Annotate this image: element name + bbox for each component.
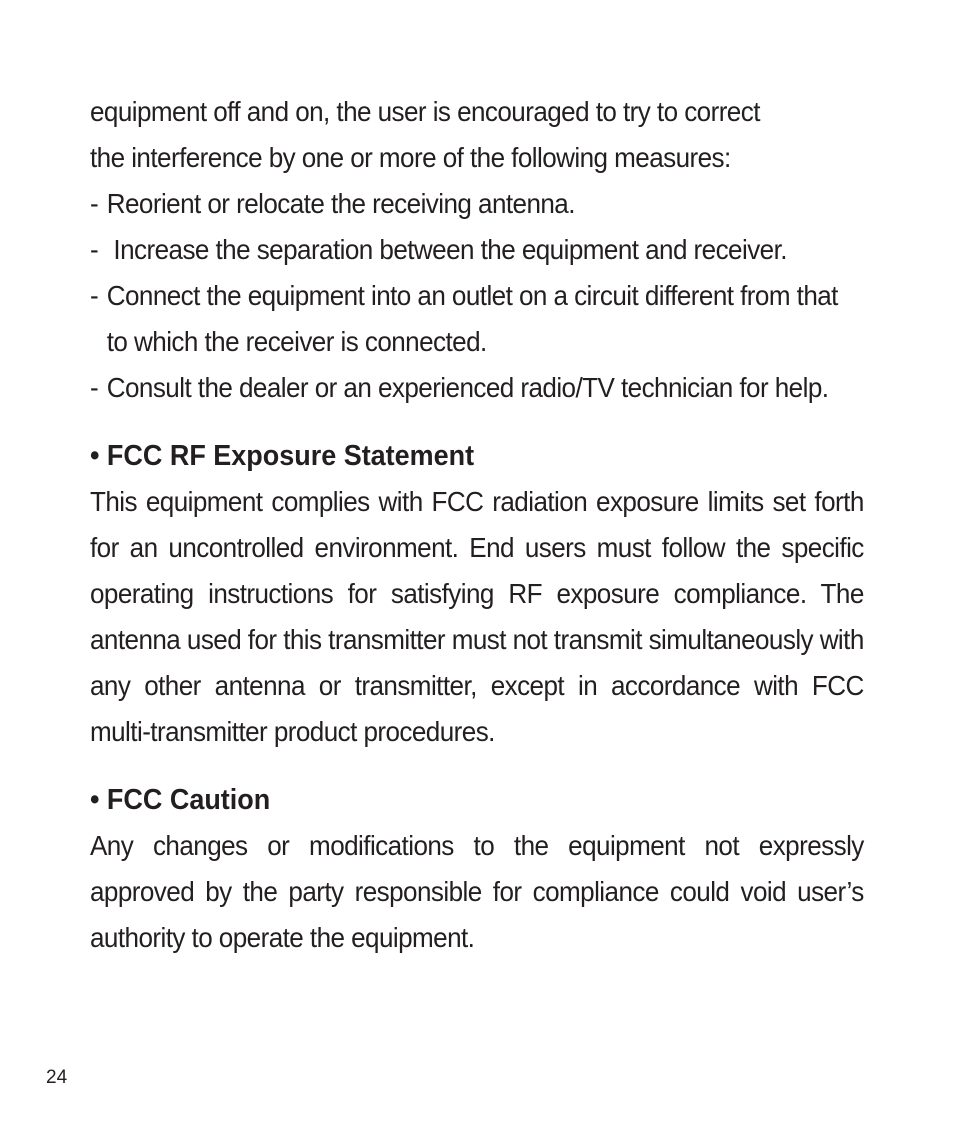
- rf-exposure-heading: • FCC RF Exposure Statement: [90, 440, 475, 472]
- list-dash: -: [90, 280, 99, 311]
- intro-line-1: equipment off and on, the user is encouraged to try to correct: [90, 96, 760, 127]
- measure-text: Connect the equipment into an outlet on a circuit different from that to which the receiver is connected.: [106, 280, 838, 357]
- measure-text: Reorient or relocate the receiving antenna.: [106, 188, 575, 219]
- measure-text: Increase the separation between the equipment and receiver.: [106, 234, 787, 265]
- intro-line-2: the interference by one or more of the following measures:: [90, 142, 731, 173]
- list-dash: -: [90, 188, 99, 219]
- document-page: [90, 89, 864, 961]
- rf-exposure-body: This equipment complies with FCC radiation exposure limits set forth for an uncontrolled environment. End users must follow the specific operating instructions for satisfying RF exposure compliance. The antenna used for this transmitter must not transmit simultaneously with any other antenna or transmitter, except in accordance with FCC multi-transmitter product procedures.: [90, 486, 864, 747]
- caution-heading: • FCC Caution: [90, 784, 271, 816]
- measure-item-consult: [90, 365, 864, 411]
- caution-body: Any changes or modifications to the equipment not expressly approved by the party responsible for compliance could void user’s authority to operate the equipment.: [90, 830, 864, 953]
- list-dash: -: [90, 234, 99, 265]
- measure-item-outlet: [90, 273, 864, 365]
- measure-text: Consult the dealer or an experienced radio/TV technician for help.: [106, 372, 829, 403]
- measure-item-reorient: [90, 181, 864, 227]
- measure-item-separation: [90, 227, 864, 273]
- list-dash: -: [90, 372, 99, 403]
- measures-list: [90, 181, 864, 411]
- page-number: 24: [46, 1067, 68, 1088]
